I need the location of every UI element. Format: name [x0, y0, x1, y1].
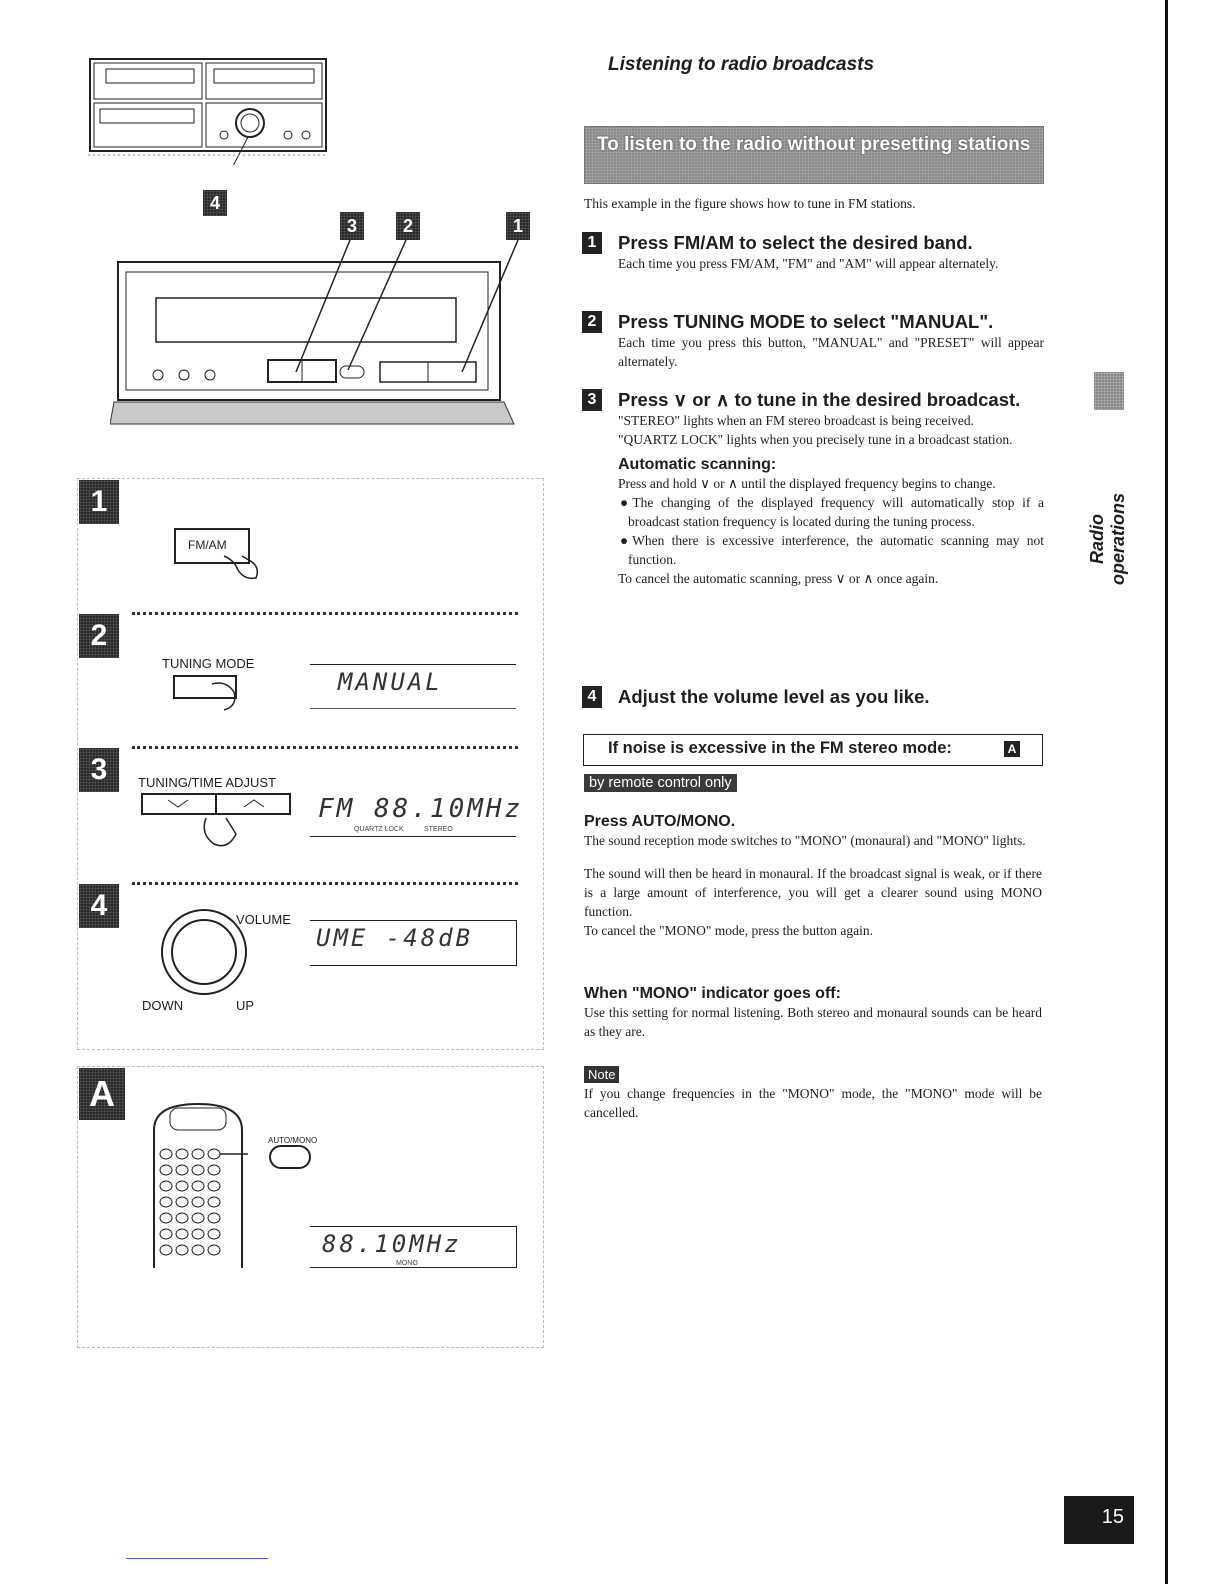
step-body: Each time you press FM/AM, "FM" and "AM" will appear alternately.	[618, 256, 999, 271]
step-title: Press TUNING MODE to select "MANUAL".	[618, 311, 994, 332]
panel-number-4: 4	[79, 884, 119, 928]
step-number: 4	[582, 686, 602, 708]
tuning-adjust-buttons	[140, 792, 296, 854]
fm-am-label: FM/AM	[188, 538, 227, 552]
noise-heading: If noise is excessive in the FM stereo mode:	[608, 739, 952, 757]
panel-number-1: 1	[79, 480, 119, 524]
step-title: Adjust the volume level as you like.	[618, 686, 930, 707]
section-header: Listening to radio broadcasts	[608, 54, 875, 75]
auto-mono-section	[584, 812, 1042, 940]
volume-down-label: DOWN	[142, 998, 184, 1013]
paragraph: The sound reception mode switches to "MONO" (monaural) and "MONO" lights.	[584, 833, 1026, 848]
callout-1: 1	[506, 212, 530, 240]
intro-text: This example in the figure shows how to tune in FM stations.	[584, 196, 916, 211]
stereo-system-illustration	[88, 55, 328, 165]
auto-scanning-heading: Automatic scanning:	[618, 456, 777, 473]
panel-a-marker: A	[1004, 741, 1020, 757]
step-body: Each time you press this button, "MANUAL" and "PRESET" will appear alternately.	[618, 335, 1044, 369]
auto-mono-label: AUTO/MONO	[268, 1136, 318, 1145]
display-volume: UME -48dB	[316, 924, 474, 952]
panel-number-a: A	[79, 1068, 125, 1120]
tuning-mode-label: TUNING MODE	[162, 656, 255, 671]
note-tag: Note	[584, 1066, 619, 1083]
step-title: Press ∨ or ∧ to tune in the desired broadcast.	[618, 389, 1021, 410]
volume-label: VOLUME	[236, 912, 291, 927]
section-banner	[584, 126, 1044, 184]
display-manual: MANUAL	[338, 668, 443, 696]
page-number-box	[1064, 1496, 1134, 1544]
step-body	[618, 411, 1044, 588]
note-body: If you change frequencies in the "MONO" mode, the "MONO" mode will be cancelled.	[584, 1086, 1042, 1120]
divider-dots	[132, 746, 518, 749]
auto-mono-button	[268, 1144, 314, 1172]
panel-number-3: 3	[79, 748, 119, 792]
paragraph: To cancel the "MONO" mode, press the button again.	[584, 923, 874, 938]
stereo-indicator: STEREO	[424, 826, 453, 833]
cancel-scan-note: To cancel the automatic scanning, press ∨ or ∧ once again.	[618, 571, 939, 586]
page-edge-rule	[1165, 0, 1168, 1584]
tuner-closeup-illustration	[110, 210, 526, 430]
mono-off-heading: When "MONO" indicator goes off:	[584, 985, 841, 1002]
step-number: 3	[582, 389, 602, 411]
pointing-hand-icon	[220, 552, 260, 588]
display-rule	[310, 708, 516, 709]
display-rule	[310, 836, 516, 837]
display-frequency: FM 88.10MHz	[318, 794, 524, 824]
page-number: 15	[1101, 1506, 1124, 1528]
side-tab-marker	[1094, 372, 1124, 410]
step-number: 1	[582, 232, 602, 254]
step-3	[582, 389, 1044, 588]
quartz-lock-note: "QUARTZ LOCK" lights when you precisely tune in a broadcast station.	[618, 432, 1013, 447]
callout-4: 4	[203, 190, 227, 216]
paragraph: The sound will then be heard in monaural. If the broadcast signal is weak, or if there is a large amount of interference, you will get a clearer sound using MONO function.	[584, 866, 1042, 919]
display-mono-frequency: 88.10MHz	[322, 1230, 462, 1258]
auto-scanning-body: Press and hold ∨ or ∧ until the displayed frequency begins to change.	[618, 476, 996, 491]
bullet-item: ●The changing of the displayed frequency will automatically stop if a broadcast station frequency is located during the tuning process.	[620, 495, 1044, 529]
display-rule	[310, 664, 516, 665]
step-title: Press FM/AM to select the desired band.	[618, 232, 973, 253]
stereo-note: "STEREO" lights when an FM stereo broadcast is being received.	[618, 413, 974, 428]
mono-indicator: MONO	[396, 1260, 418, 1267]
auto-mono-heading: Press AUTO/MONO.	[584, 813, 736, 830]
tuning-mode-button	[172, 674, 258, 714]
panel-number-2: 2	[79, 614, 119, 658]
side-section-label: Radio operations	[1087, 493, 1128, 586]
quartz-lock-indicator: QUARTZ LOCK	[354, 826, 404, 833]
remote-control-illustration	[148, 1100, 248, 1270]
step-1	[582, 232, 1044, 273]
callout-3: 3	[340, 212, 364, 240]
bullet-item: ●When there is excessive interference, the automatic scanning may not function.	[620, 533, 1044, 567]
divider-dots	[132, 882, 518, 885]
banner-text: To listen to the radio without presetting stations	[597, 134, 1031, 155]
noise-heading-box	[583, 734, 1043, 766]
divider-dots	[132, 612, 518, 615]
remote-only-tag: by remote control only	[584, 774, 737, 792]
step-number: 2	[582, 311, 602, 333]
step-2	[582, 311, 1044, 371]
volume-up-label: UP	[236, 998, 255, 1013]
paragraph: Use this setting for normal listening. Both stereo and monaural sounds can be heard as they are.	[584, 1005, 1042, 1039]
footer-link-line	[126, 1558, 268, 1559]
callout-2: 2	[396, 212, 420, 240]
mono-off-section	[584, 984, 1042, 1041]
step-4	[582, 686, 1044, 708]
tuning-adjust-label: TUNING/TIME ADJUST	[138, 775, 276, 790]
